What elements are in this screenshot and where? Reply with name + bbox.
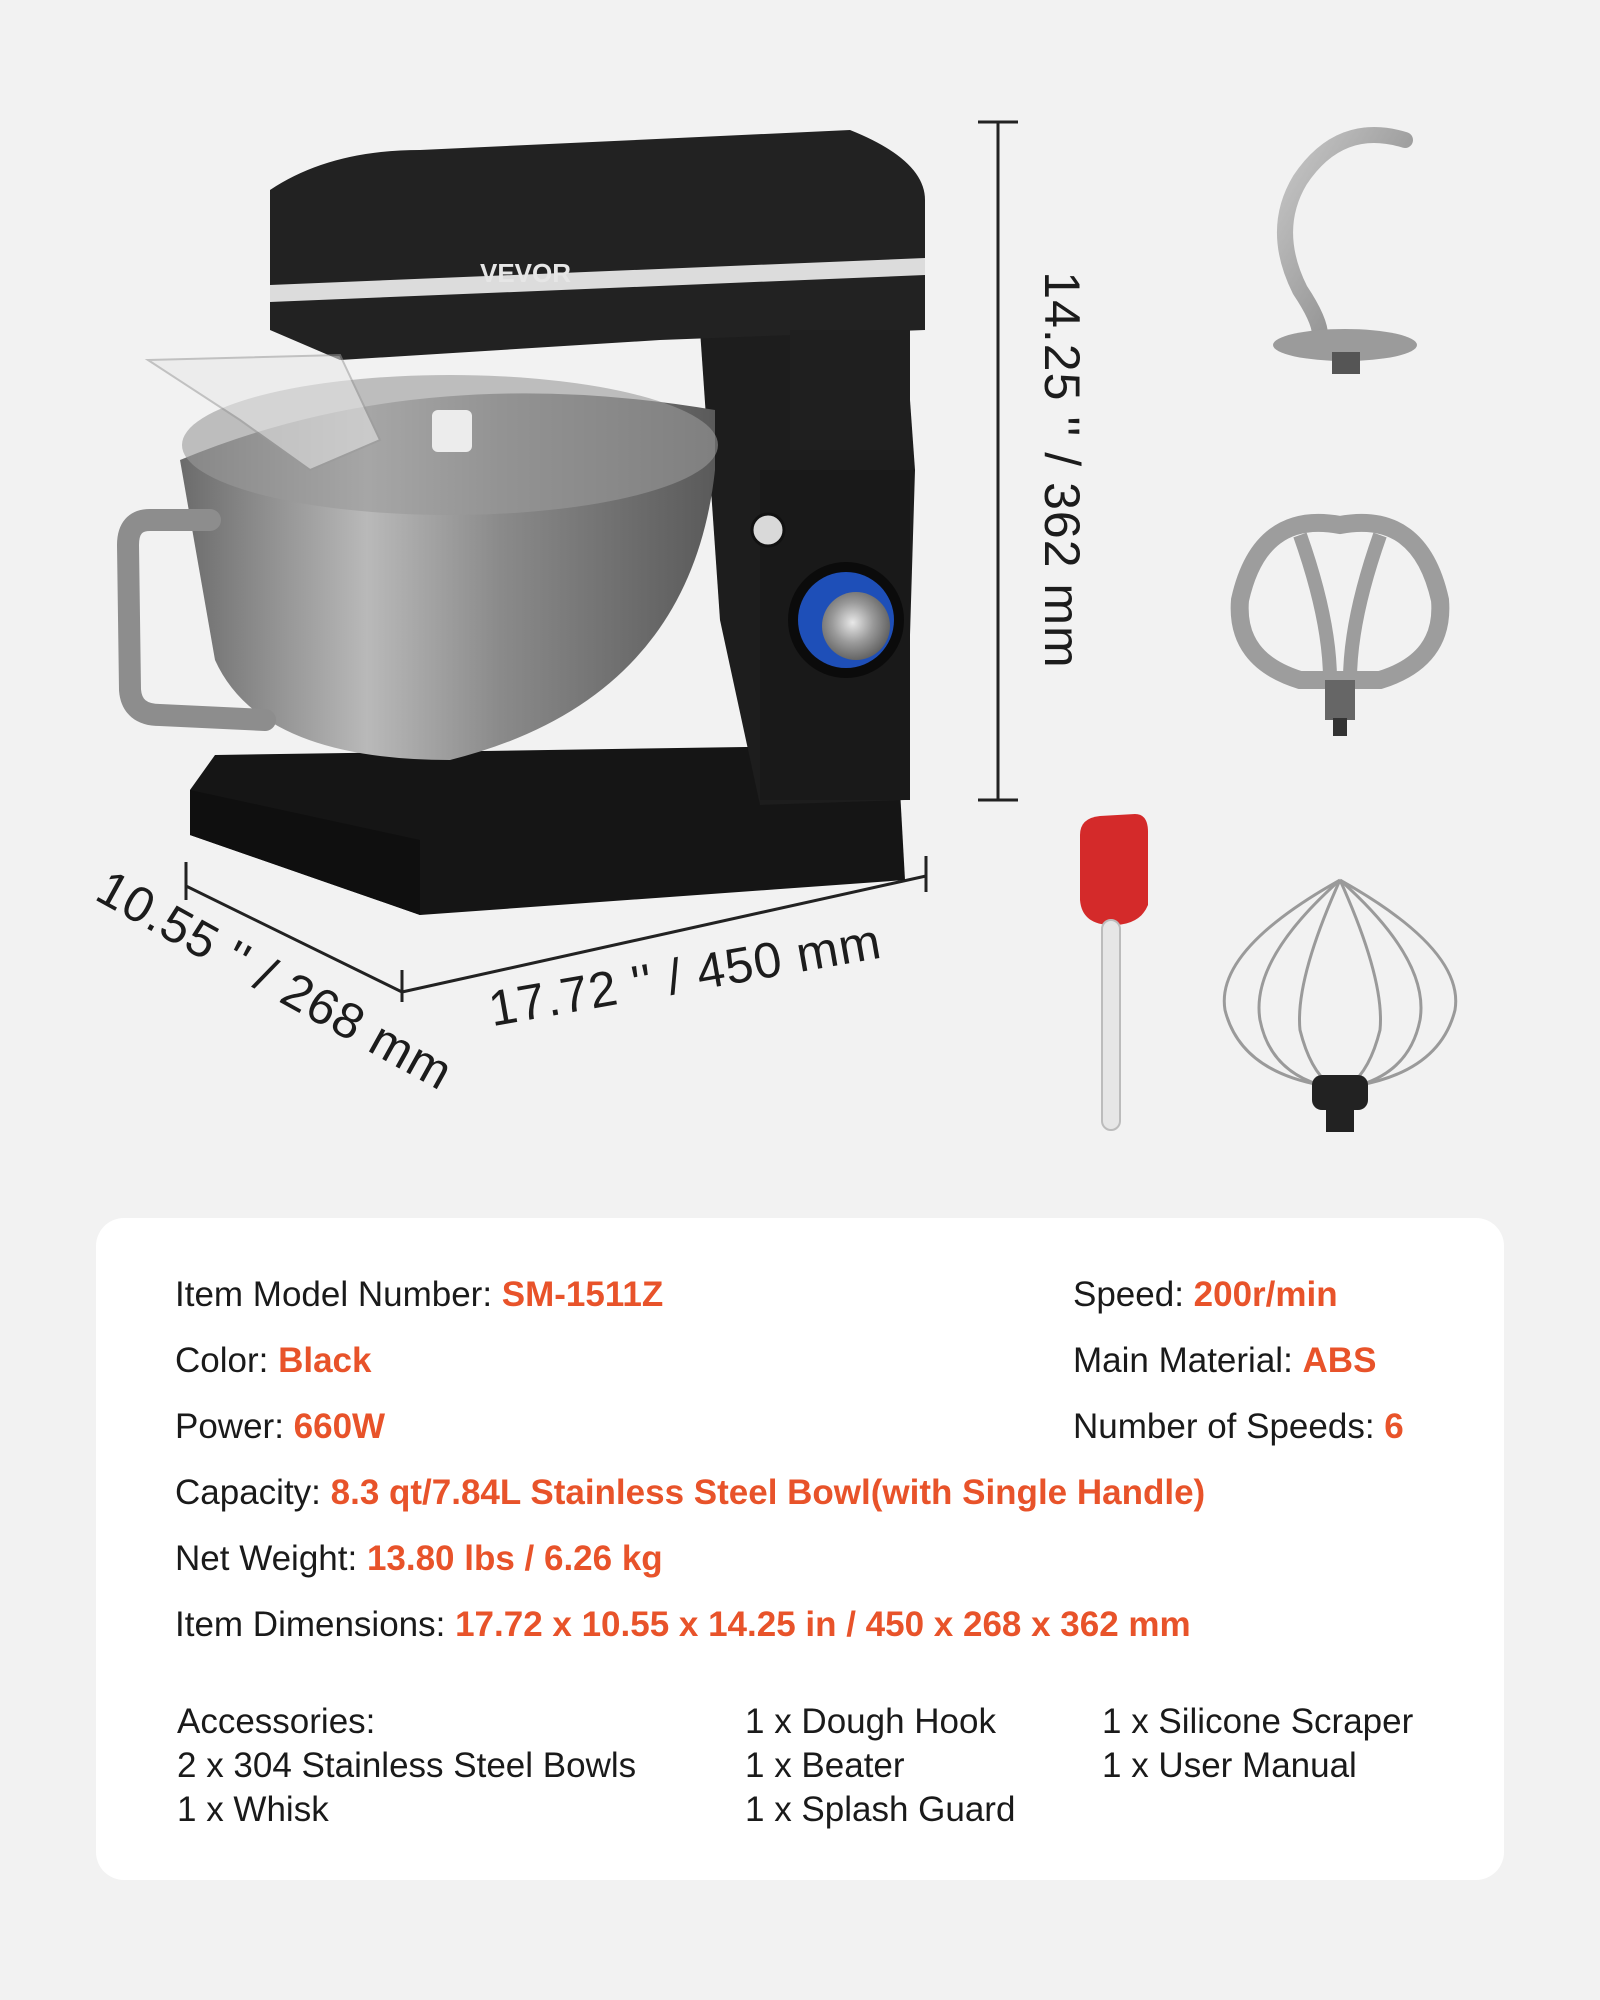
vevor-logo: VEVOR <box>480 258 572 288</box>
spec-number-of-speeds: Number of Speeds: 6 <box>1073 1407 1404 1446</box>
spec-model-number: Item Model Number: SM-1511Z <box>175 1275 664 1314</box>
depth-dimension-label: 10.55 '' / 268 mm <box>87 859 463 1101</box>
width-dimension-label: 17.72 '' / 450 mm <box>484 912 886 1038</box>
accessory-item: 1 x Beater <box>745 1746 905 1785</box>
spec-item-dimensions: Item Dimensions: 17.72 x 10.55 x 14.25 in / 450 x 268 x 362 mm <box>175 1605 1191 1644</box>
accessory-item: 1 x Dough Hook <box>745 1702 996 1741</box>
dough-hook-icon <box>1273 135 1417 374</box>
accessory-item: 1 x Silicone Scraper <box>1102 1702 1414 1741</box>
spec-power: Power: 660W <box>175 1407 386 1446</box>
accessories-column-3 <box>1102 1700 1413 1788</box>
spec-main-material: Main Material: ABS <box>1073 1341 1377 1380</box>
whisk-icon <box>1224 880 1455 1132</box>
spec-net-weight: Net Weight: 13.80 lbs / 6.26 kg <box>175 1539 663 1578</box>
stand-mixer <box>128 130 925 915</box>
release-button[interactable] <box>752 514 784 546</box>
height-dimension-line <box>978 122 1018 800</box>
spec-capacity: Capacity: 8.3 qt/7.84L Stainless Steel Bowl(with Single Handle) <box>175 1473 1206 1512</box>
accessories-title: Accessories: <box>177 1702 376 1741</box>
accessory-item: 1 x Whisk <box>177 1790 329 1829</box>
spec-speed: Speed: 200r/min <box>1073 1275 1338 1314</box>
silicone-scraper-icon <box>1080 814 1148 1130</box>
spec-color: Color: Black <box>175 1341 372 1380</box>
accessory-item: 1 x User Manual <box>1102 1746 1357 1785</box>
flat-beater-icon <box>1240 523 1441 736</box>
accessories-column-1 <box>177 1700 636 1832</box>
accessory-item: 2 x 304 Stainless Steel Bowls <box>177 1746 637 1785</box>
accessories-column-2 <box>745 1700 1015 1832</box>
height-dimension-label: 14.25 '' / 362 mm <box>1034 271 1090 669</box>
accessory-item: 1 x Splash Guard <box>745 1790 1016 1829</box>
